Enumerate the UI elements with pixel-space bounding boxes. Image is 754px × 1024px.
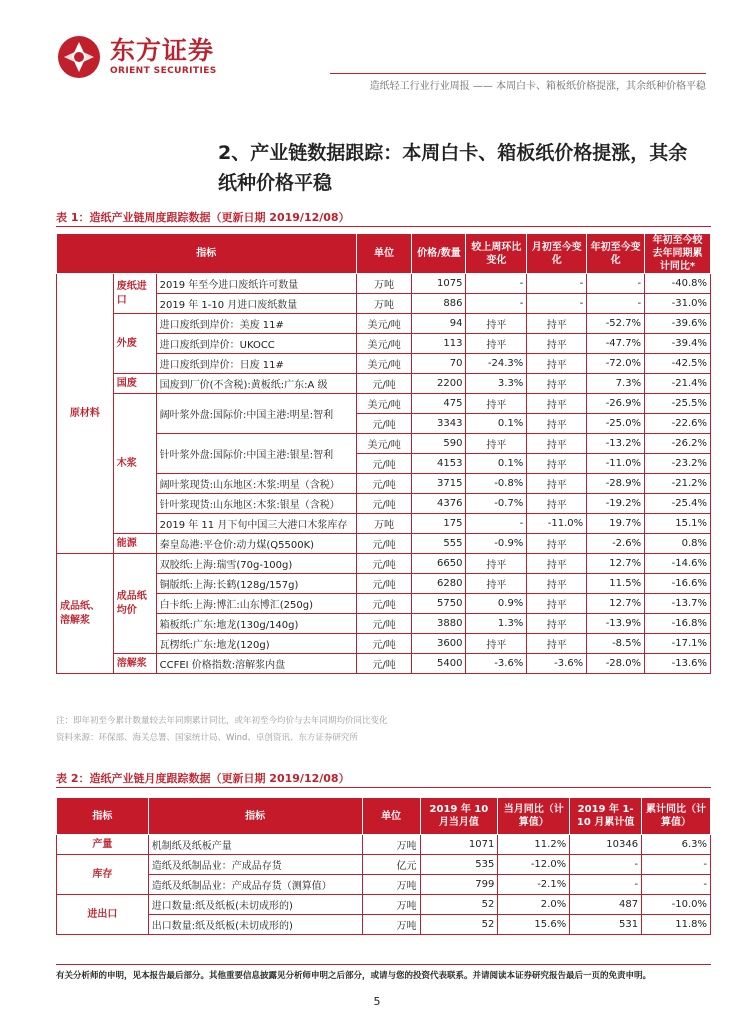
group-raw-materials: 原材料 xyxy=(57,274,114,554)
row-value: 70 xyxy=(412,354,466,374)
row-value: 535 xyxy=(420,855,498,875)
row-value: 475 xyxy=(412,394,466,414)
row-unit: 万吨 xyxy=(362,895,420,915)
logo-english: ORIENT SECURITIES xyxy=(110,66,217,76)
row-yoy: -23.2% xyxy=(645,454,711,474)
row-value: 799 xyxy=(420,875,498,895)
col-header-ytd-yoy: 年初至今较去年同期累计同比* xyxy=(645,234,711,274)
row-unit: 元/吨 xyxy=(356,494,412,514)
row-ytd: 19.7% xyxy=(587,514,645,534)
row-ytd: 12.7% xyxy=(587,594,645,614)
col-header-cumulative: 2019 年 1-10 月累计值 xyxy=(570,798,642,835)
row-mtd: 持平 xyxy=(527,614,587,634)
row-value: 52 xyxy=(420,915,498,935)
row-name: 2019 年至今进口废纸许可数量 xyxy=(156,274,356,294)
row-mtd: 持平 xyxy=(527,594,587,614)
row-ytd: -47.7% xyxy=(587,334,645,354)
subgroup-paper-avg: 成品纸均价 xyxy=(113,554,156,654)
row-ytd: 12.7% xyxy=(587,554,645,574)
row-cum-yoy: 11.8% xyxy=(642,915,711,935)
table1-caption-line xyxy=(56,226,711,227)
row-value: 1075 xyxy=(412,274,466,294)
weekly-data-table xyxy=(56,233,711,674)
row-yoy: 2.0% xyxy=(498,895,570,915)
group-inventory: 库存 xyxy=(57,855,149,895)
row-unit: 美元/吨 xyxy=(356,434,412,454)
table-row xyxy=(57,654,711,674)
row-name: 2019 年 1-10 月进口废纸数量 xyxy=(156,294,356,314)
row-cum-yoy: - xyxy=(642,875,711,895)
footer-divider xyxy=(56,964,711,965)
row-unit: 亿元 xyxy=(362,855,420,875)
row-value: 6650 xyxy=(412,554,466,574)
row-yoy: -13.7% xyxy=(645,594,711,614)
table2-caption: 表 2：造纸产业链月度跟踪数据（更新日期 2019/12/08） xyxy=(56,772,350,785)
col-header-wow: 较上周环比变化 xyxy=(466,234,527,274)
row-value: 52 xyxy=(420,895,498,915)
row-unit: 万吨 xyxy=(362,875,420,895)
row-yoy: -21.4% xyxy=(645,374,711,394)
row-cum: 531 xyxy=(570,915,642,935)
row-wow: 持平 xyxy=(466,394,527,414)
row-name: 国废到厂价(不含税):黄板纸:广东:A 级 xyxy=(156,374,356,394)
row-value: 590 xyxy=(412,434,466,454)
row-mtd: 持平 xyxy=(527,554,587,574)
row-unit: 美元/吨 xyxy=(356,334,412,354)
row-value: 2200 xyxy=(412,374,466,394)
row-yoy: -39.4% xyxy=(645,334,711,354)
row-unit: 元/吨 xyxy=(356,614,412,634)
row-yoy: 0.8% xyxy=(645,534,711,554)
row-yoy: -17.1% xyxy=(645,634,711,654)
row-mtd: 持平 xyxy=(527,574,587,594)
row-value: 94 xyxy=(412,314,466,334)
running-header: 造纸轻工行业行业周报 —— 本周白卡、箱板纸价格提涨，其余纸种价格平稳 xyxy=(369,81,706,92)
row-name: 出口数量:纸及纸板(未切成形的) xyxy=(148,915,362,935)
row-ytd: -13.2% xyxy=(587,434,645,454)
section-title: 2、产业链数据跟踪：本周白卡、箱板纸价格提涨，其余纸种价格平稳 xyxy=(218,142,688,194)
group-output: 产量 xyxy=(57,835,149,855)
row-unit: 元/吨 xyxy=(356,654,412,674)
row-yoy: -31.0% xyxy=(645,294,711,314)
row-ytd: -28.0% xyxy=(587,654,645,674)
col-header-month-value: 2019 年 10 月当月值 xyxy=(420,798,498,835)
table-header-row xyxy=(57,234,711,274)
table-row xyxy=(57,835,711,855)
row-unit: 万吨 xyxy=(356,274,412,294)
col-header-price: 价格/数量 xyxy=(412,234,466,274)
row-value: 3880 xyxy=(412,614,466,634)
row-unit: 元/吨 xyxy=(356,594,412,614)
row-wow: 持平 xyxy=(466,434,527,454)
row-ytd: - xyxy=(587,294,645,314)
row-yoy: -42.5% xyxy=(645,354,711,374)
table-header-row xyxy=(57,798,711,835)
group-import-export: 进出口 xyxy=(57,895,149,935)
row-unit: 万吨 xyxy=(356,514,412,534)
table1-source: 资料来源：环保部、海关总署、国家统计局、Wind、卓创资讯、东方证券研究所 xyxy=(56,733,358,743)
col-header-mtd: 月初至今变化 xyxy=(527,234,587,274)
row-ytd: - xyxy=(587,274,645,294)
row-yoy: -16.6% xyxy=(645,574,711,594)
row-ytd: -26.9% xyxy=(587,394,645,414)
row-mtd: -3.6% xyxy=(527,654,587,674)
row-wow: -0.8% xyxy=(466,474,527,494)
row-cum-yoy: 6.3% xyxy=(642,835,711,855)
row-yoy: -22.6% xyxy=(645,414,711,434)
row-cum: - xyxy=(570,875,642,895)
row-value: 3715 xyxy=(412,474,466,494)
table-row xyxy=(57,915,711,935)
row-wow: 持平 xyxy=(466,334,527,354)
row-wow: -0.9% xyxy=(466,534,527,554)
subgroup-domestic-waste: 国废 xyxy=(113,374,156,394)
row-unit: 元/吨 xyxy=(356,534,412,554)
row-unit: 元/吨 xyxy=(356,454,412,474)
row-mtd: -11.0% xyxy=(527,514,587,534)
group-finished-paper: 成品纸、溶解浆 xyxy=(57,554,114,674)
row-ytd: 11.5% xyxy=(587,574,645,594)
row-mtd: 持平 xyxy=(527,474,587,494)
row-wow: 0.1% xyxy=(466,454,527,474)
row-wow: 0.9% xyxy=(466,594,527,614)
row-yoy: -25.5% xyxy=(645,394,711,414)
col-header-cumulative-yoy: 累计同比（计算值） xyxy=(642,798,711,835)
row-ytd: -2.6% xyxy=(587,534,645,554)
row-ytd: -28.9% xyxy=(587,474,645,494)
row-yoy: -12.0% xyxy=(498,855,570,875)
row-name: 造纸及纸制品业：产成品存货（测算值） xyxy=(148,875,362,895)
row-name: 针叶浆外盘:国际价:中国主港:银星:智利 xyxy=(156,434,356,474)
row-wow: 持平 xyxy=(466,554,527,574)
row-unit: 美元/吨 xyxy=(356,354,412,374)
company-logo xyxy=(56,34,217,80)
row-wow: - xyxy=(466,274,527,294)
row-value: 5750 xyxy=(412,594,466,614)
row-unit: 元/吨 xyxy=(356,374,412,394)
row-mtd: 持平 xyxy=(527,454,587,474)
header-divider xyxy=(330,73,706,74)
row-wow: -3.6% xyxy=(466,654,527,674)
row-name: CCFEI 价格指数:溶解浆内盘 xyxy=(156,654,356,674)
row-value: 3600 xyxy=(412,634,466,654)
table-row xyxy=(57,534,711,554)
col-header-indicator: 指标 xyxy=(57,798,149,835)
subgroup-foreign-waste: 外废 xyxy=(113,314,156,374)
row-mtd: - xyxy=(527,294,587,314)
row-unit: 元/吨 xyxy=(356,574,412,594)
row-mtd: 持平 xyxy=(527,414,587,434)
row-cum-yoy: - xyxy=(642,855,711,875)
page-number: 5 xyxy=(373,995,381,1008)
row-wow: 0.1% xyxy=(466,414,527,434)
table1-note: 注：即年初至今累计数量较去年同期累计同比，或年初至今均价与去年同期均价同比变化 xyxy=(56,716,388,726)
row-yoy: -13.6% xyxy=(645,654,711,674)
row-ytd: -52.7% xyxy=(587,314,645,334)
row-yoy: -14.6% xyxy=(645,554,711,574)
row-yoy: 15.1% xyxy=(645,514,711,534)
subgroup-energy: 能源 xyxy=(113,534,156,554)
row-wow: 3.3% xyxy=(466,374,527,394)
table-row xyxy=(57,374,711,394)
row-name: 铜版纸:上海:长鹤(128g/157g) xyxy=(156,574,356,594)
row-name: 进口废纸到岸价：日废 11# xyxy=(156,354,356,374)
table-row xyxy=(57,855,711,875)
monthly-data-table xyxy=(56,797,711,935)
row-name: 阔叶浆外盘:国际价:中国主港:明星:智利 xyxy=(156,394,356,434)
row-yoy: -16.8% xyxy=(645,614,711,634)
row-name: 白卡纸:上海:博汇:山东博汇(250g) xyxy=(156,594,356,614)
table1-caption: 表 1：造纸产业链周度跟踪数据（更新日期 2019/12/08） xyxy=(56,211,350,224)
row-name: 2019 年 11 月下旬中国三大港口木浆库存 xyxy=(156,514,356,534)
row-value: 6280 xyxy=(412,574,466,594)
row-mtd: 持平 xyxy=(527,494,587,514)
row-name: 针叶浆现货:山东地区:木浆:银星（含税） xyxy=(156,494,356,514)
row-value: 3343 xyxy=(412,414,466,434)
row-mtd: 持平 xyxy=(527,434,587,454)
row-yoy: -39.6% xyxy=(645,314,711,334)
row-name: 进口数量:纸及纸板(未切成形的) xyxy=(148,895,362,915)
row-mtd: 持平 xyxy=(527,374,587,394)
row-ytd: 7.3% xyxy=(587,374,645,394)
table2-caption-line xyxy=(56,787,711,788)
row-ytd: -72.0% xyxy=(587,354,645,374)
row-mtd: 持平 xyxy=(527,314,587,334)
row-wow: 1.3% xyxy=(466,614,527,634)
row-mtd: - xyxy=(527,274,587,294)
row-yoy: -21.2% xyxy=(645,474,711,494)
row-name: 阔叶浆现货:山东地区:木浆:明星（含税） xyxy=(156,474,356,494)
row-yoy: 15.6% xyxy=(498,915,570,935)
row-value: 4376 xyxy=(412,494,466,514)
row-value: 113 xyxy=(412,334,466,354)
row-mtd: 持平 xyxy=(527,394,587,414)
row-name: 双胶纸:上海:瑞雪(70g-100g) xyxy=(156,554,356,574)
row-name: 箱板纸:广东:地龙(130g/140g) xyxy=(156,614,356,634)
subgroup-pulp: 木浆 xyxy=(113,394,156,534)
row-ytd: -25.0% xyxy=(587,414,645,434)
row-unit: 万吨 xyxy=(356,294,412,314)
row-wow: 持平 xyxy=(466,574,527,594)
row-name: 瓦楞纸:广东:地龙(120g) xyxy=(156,634,356,654)
table-row xyxy=(57,895,711,915)
table-row xyxy=(57,875,711,895)
row-yoy: -25.4% xyxy=(645,494,711,514)
row-unit: 元/吨 xyxy=(356,474,412,494)
row-wow: - xyxy=(466,294,527,314)
row-name: 造纸及纸制品业：产成品存货 xyxy=(148,855,362,875)
row-wow: 持平 xyxy=(466,634,527,654)
row-name: 机制纸及纸板产量 xyxy=(148,835,362,855)
row-wow: -0.7% xyxy=(466,494,527,514)
table-row xyxy=(57,314,711,334)
logo-chinese: 东方证券 xyxy=(110,36,215,65)
row-cum: 487 xyxy=(570,895,642,915)
row-unit: 美元/吨 xyxy=(356,394,412,414)
col-header-mom: 当月同比（计算值） xyxy=(498,798,570,835)
row-wow: - xyxy=(466,514,527,534)
row-value: 5400 xyxy=(412,654,466,674)
disclaimer-footer: 有关分析师的申明，见本报告最后部分。其他重要信息披露见分析师申明之后部分，或请与您的投资代表联系。并请阅读本证券研究报告最后一页的免责申明。 xyxy=(56,971,652,981)
row-yoy: -40.8% xyxy=(645,274,711,294)
row-mtd: 持平 xyxy=(527,354,587,374)
col-header-unit: 单位 xyxy=(362,798,420,835)
row-ytd: -19.2% xyxy=(587,494,645,514)
subgroup-dissolving-pulp: 溶解浆 xyxy=(113,654,156,674)
row-unit: 元/吨 xyxy=(356,414,412,434)
col-header-unit: 单位 xyxy=(356,234,412,274)
col-header-indicator-2: 指标 xyxy=(148,798,362,835)
col-header-indicator: 指标 xyxy=(57,234,357,274)
row-value: 1071 xyxy=(420,835,498,855)
row-yoy: -2.1% xyxy=(498,875,570,895)
table-row xyxy=(57,394,711,414)
row-yoy: 11.2% xyxy=(498,835,570,855)
row-unit: 元/吨 xyxy=(356,634,412,654)
row-value: 886 xyxy=(412,294,466,314)
row-unit: 万吨 xyxy=(362,915,420,935)
row-value: 175 xyxy=(412,514,466,534)
row-mtd: 持平 xyxy=(527,634,587,654)
row-ytd: -13.9% xyxy=(587,614,645,634)
row-name: 进口废纸到岸价：UKOCC xyxy=(156,334,356,354)
col-header-ytd: 年初至今变化 xyxy=(587,234,645,274)
row-name: 秦皇岛港:平仓价:动力煤(Q5500K) xyxy=(156,534,356,554)
subgroup-waste-import: 废纸进口 xyxy=(113,274,156,314)
table-row xyxy=(57,274,711,294)
row-wow: -24.3% xyxy=(466,354,527,374)
row-cum: 10346 xyxy=(570,835,642,855)
row-mtd: 持平 xyxy=(527,334,587,354)
row-ytd: -8.5% xyxy=(587,634,645,654)
row-ytd: -11.0% xyxy=(587,454,645,474)
row-name: 进口废纸到岸价：美废 11# xyxy=(156,314,356,334)
row-unit: 万吨 xyxy=(362,835,420,855)
row-value: 555 xyxy=(412,534,466,554)
row-cum-yoy: -10.0% xyxy=(642,895,711,915)
logo-mark-icon xyxy=(56,34,102,80)
table-row xyxy=(57,554,711,574)
row-yoy: -26.2% xyxy=(645,434,711,454)
row-unit: 元/吨 xyxy=(356,554,412,574)
row-unit: 美元/吨 xyxy=(356,314,412,334)
row-value: 4153 xyxy=(412,454,466,474)
row-wow: 持平 xyxy=(466,314,527,334)
row-cum: - xyxy=(570,855,642,875)
row-mtd: 持平 xyxy=(527,534,587,554)
